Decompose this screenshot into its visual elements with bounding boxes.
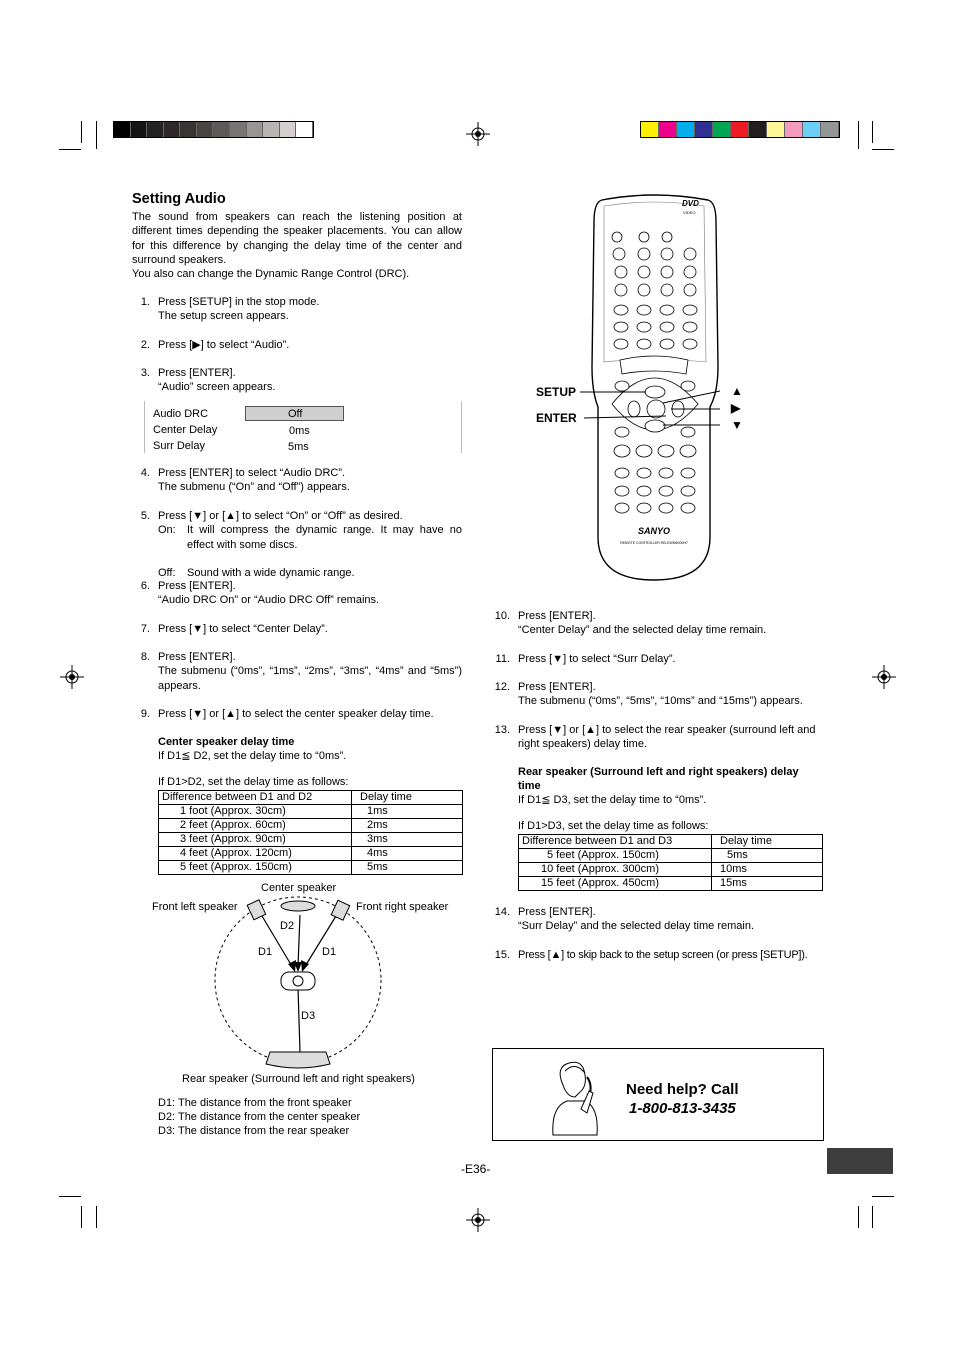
table-row: 10 feet (Approx. 300cm) 10ms — [519, 863, 823, 877]
center-delay-label: Center Delay — [153, 424, 218, 436]
color-swatch — [731, 122, 749, 137]
table-row: 2 feet (Approx. 60cm) 2ms — [159, 819, 463, 833]
dvd-logo: DVD — [682, 199, 699, 208]
color-swatch — [803, 122, 821, 137]
operator-illustration — [545, 1057, 605, 1137]
rear-delay-heading: Rear speaker (Surround left and right speakers) delay time — [518, 766, 799, 793]
color-swatch — [247, 122, 264, 137]
registration-target-bottom — [466, 1208, 490, 1232]
d2-label: D2 — [280, 920, 295, 932]
page-number: -E36- — [461, 1162, 491, 1176]
sanyo-logo: SANYO — [637, 526, 671, 536]
color-swatch — [767, 122, 785, 137]
setup-callout: SETUP — [536, 385, 577, 399]
intro-paragraph-1: The sound from speakers can reach the listening position at different times depending the speaker placements. You can allow for this difference by changing the delay time of the center and surround speakers. — [132, 211, 462, 266]
legend-d2: D2: The distance from the center speaker — [158, 1111, 361, 1123]
surr-delay-value: 5ms — [288, 441, 309, 453]
center-delay-rule-2: If D1>D2, set the delay time as follows: — [158, 776, 349, 788]
table-row: 5 feet (Approx. 150cm) 5ms — [519, 849, 823, 863]
help-phone: 1-800-813-3435 — [629, 1100, 736, 1117]
color-bar — [640, 121, 840, 138]
color-swatch — [197, 122, 214, 137]
rear-speaker-label: Rear speaker (Surround left and right speakers) — [182, 1073, 415, 1085]
color-swatch — [263, 122, 280, 137]
color-swatch — [296, 122, 313, 137]
dvd-logo-sub: VIDEO — [683, 210, 696, 215]
d1-right-label: D1 — [322, 946, 337, 958]
registration-target-top — [466, 122, 490, 146]
registration-target-left — [60, 665, 84, 689]
legend-d1: D1: The distance from the front speaker — [158, 1097, 352, 1109]
center-speaker-label: Center speaker — [261, 882, 337, 894]
center-delay-value: 0ms — [289, 425, 310, 437]
front-left-speaker-label: Front left speaker — [152, 901, 238, 913]
color-swatch — [213, 122, 230, 137]
table-header-row: Difference between D1 and D2 Delay time — [159, 791, 463, 805]
remote-model: REMOTE CONTROLLER RB-DWM6000H7 — [620, 541, 688, 545]
color-swatch — [677, 122, 695, 137]
intro-paragraph-2: You also can change the Dynamic Range Control (DRC). — [132, 268, 410, 280]
enter-callout: ENTER — [536, 411, 577, 425]
table-row: 15 feet (Approx. 450cm) 15ms — [519, 877, 823, 891]
rear-delay-rule-2: If D1>D3, set the delay time as follows: — [518, 820, 709, 832]
color-swatch — [821, 122, 839, 137]
color-swatch — [147, 122, 164, 137]
color-swatch — [230, 122, 247, 137]
center-delay-rule-1: If D1≦ D2, set the delay time to “0ms”. — [158, 750, 347, 762]
color-swatch — [641, 122, 659, 137]
color-swatch — [180, 122, 197, 137]
color-swatch — [749, 122, 767, 137]
table-row: 4 feet (Approx. 120cm) 4ms — [159, 847, 463, 861]
d1-left-label: D1 — [258, 946, 273, 958]
color-swatch — [164, 122, 181, 137]
color-swatch — [131, 122, 148, 137]
audio-screen — [144, 401, 462, 453]
table-row: 5 feet (Approx. 150cm) 5ms — [159, 861, 463, 875]
help-box — [492, 1048, 824, 1141]
table-row: 1 foot (Approx. 30cm) 1ms — [159, 805, 463, 819]
d3-label: D3 — [301, 1010, 316, 1022]
color-swatch — [695, 122, 713, 137]
rear-delay-table — [518, 834, 823, 891]
color-swatch — [785, 122, 803, 137]
grayscale-bar — [113, 121, 314, 138]
table-header-row: Difference between D1 and D3 Delay time — [519, 835, 823, 849]
surr-delay-label: Surr Delay — [153, 440, 205, 452]
table-row: 3 feet (Approx. 90cm) 3ms — [159, 833, 463, 847]
down-arrow-icon: ▼ — [731, 418, 743, 432]
audio-drc-value: Off — [288, 408, 303, 420]
legend-d3: D3: The distance from the rear speaker — [158, 1125, 350, 1137]
up-arrow-icon: ▲ — [731, 384, 743, 398]
center-delay-heading: Center speaker delay time — [158, 736, 295, 748]
help-text: Need help? Call — [626, 1081, 739, 1098]
right-arrow-icon: ▶ — [731, 401, 741, 415]
color-swatch — [659, 122, 677, 137]
registration-target-right — [872, 665, 896, 689]
audio-drc-label: Audio DRC — [153, 408, 209, 420]
center-delay-table — [158, 790, 463, 875]
section-title: Setting Audio — [132, 191, 226, 207]
color-swatch — [280, 122, 297, 137]
color-swatch — [713, 122, 731, 137]
remote-callout-lines — [560, 385, 720, 435]
front-right-speaker-label: Front right speaker — [356, 901, 449, 913]
rear-delay-rule-1: If D1≦ D3, set the delay time to “0ms”. — [518, 794, 707, 806]
speaker-diagram — [140, 880, 470, 1080]
color-swatch — [114, 122, 131, 137]
page-edge-tab — [827, 1148, 893, 1174]
